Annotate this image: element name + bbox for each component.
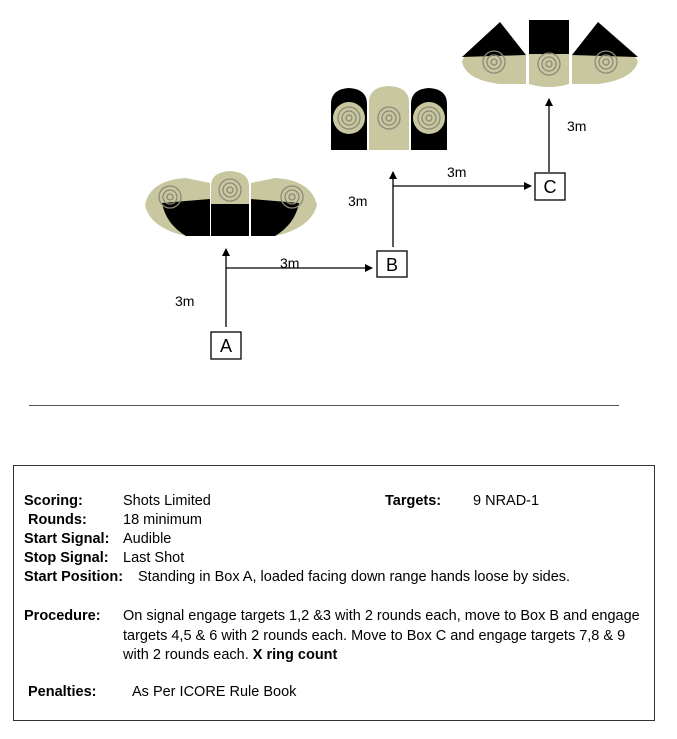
target-group-7-9 bbox=[462, 20, 638, 87]
start-signal-value: Audible bbox=[123, 531, 172, 547]
penalties-label: Penalties: bbox=[28, 684, 97, 700]
target-2 bbox=[211, 171, 249, 236]
rounds-label: Rounds: bbox=[28, 512, 87, 528]
stage-briefing-box bbox=[13, 465, 655, 721]
distance-label-a-to-b: 3m bbox=[280, 255, 300, 271]
distance-label-b-to-c: 3m bbox=[447, 164, 467, 180]
target-6 bbox=[411, 88, 447, 150]
shooting-box-b bbox=[377, 251, 407, 277]
shooting-box-a bbox=[211, 332, 241, 359]
procedure-text bbox=[123, 607, 648, 666]
target-7 bbox=[462, 22, 526, 84]
targets-label: Targets: bbox=[385, 493, 442, 509]
target-9 bbox=[572, 22, 638, 84]
procedure-body: On signal engage targets 1,2 &3 with 2 rounds each, move to Box B and engage targets 4,5 & 6 with 2 rounds each. Move to Box C and engage targets 7,8 & 9 with 2 rounds each. bbox=[123, 608, 640, 663]
rounds-value: 18 minimum bbox=[123, 512, 202, 528]
target-1 bbox=[145, 178, 210, 236]
target-group-4-6 bbox=[331, 86, 447, 150]
start-position-label: Start Position: bbox=[24, 569, 124, 585]
target-5 bbox=[369, 86, 409, 150]
start-signal-label: Start Signal: bbox=[24, 531, 110, 547]
box-c-label: C bbox=[543, 177, 557, 197]
distance-label-c-forward: 3m bbox=[567, 118, 587, 134]
procedure-emphasis: X ring count bbox=[252, 647, 338, 663]
section-divider bbox=[29, 405, 619, 406]
scoring-value: Shots Limited bbox=[123, 493, 211, 509]
target-4 bbox=[331, 88, 367, 150]
scoring-label: Scoring: bbox=[24, 493, 83, 509]
distance-label-b-forward: 3m bbox=[348, 193, 368, 209]
penalties-value: As Per ICORE Rule Book bbox=[132, 684, 297, 700]
targets-value: 9 NRAD-1 bbox=[473, 493, 540, 509]
target-8 bbox=[529, 20, 569, 87]
procedure-label: Procedure: bbox=[24, 608, 101, 624]
stop-signal-value: Last Shot bbox=[123, 550, 185, 566]
stop-signal-label: Stop Signal: bbox=[24, 550, 109, 566]
start-position-value: Standing in Box A, loaded facing down range hands loose by sides. bbox=[138, 569, 571, 585]
box-a-label: A bbox=[219, 336, 233, 356]
target-3 bbox=[251, 178, 317, 236]
distance-label-a-forward: 3m bbox=[175, 293, 195, 309]
shooting-box-c bbox=[535, 173, 565, 200]
box-b-label: B bbox=[385, 255, 399, 275]
target-group-1-3 bbox=[145, 171, 317, 236]
